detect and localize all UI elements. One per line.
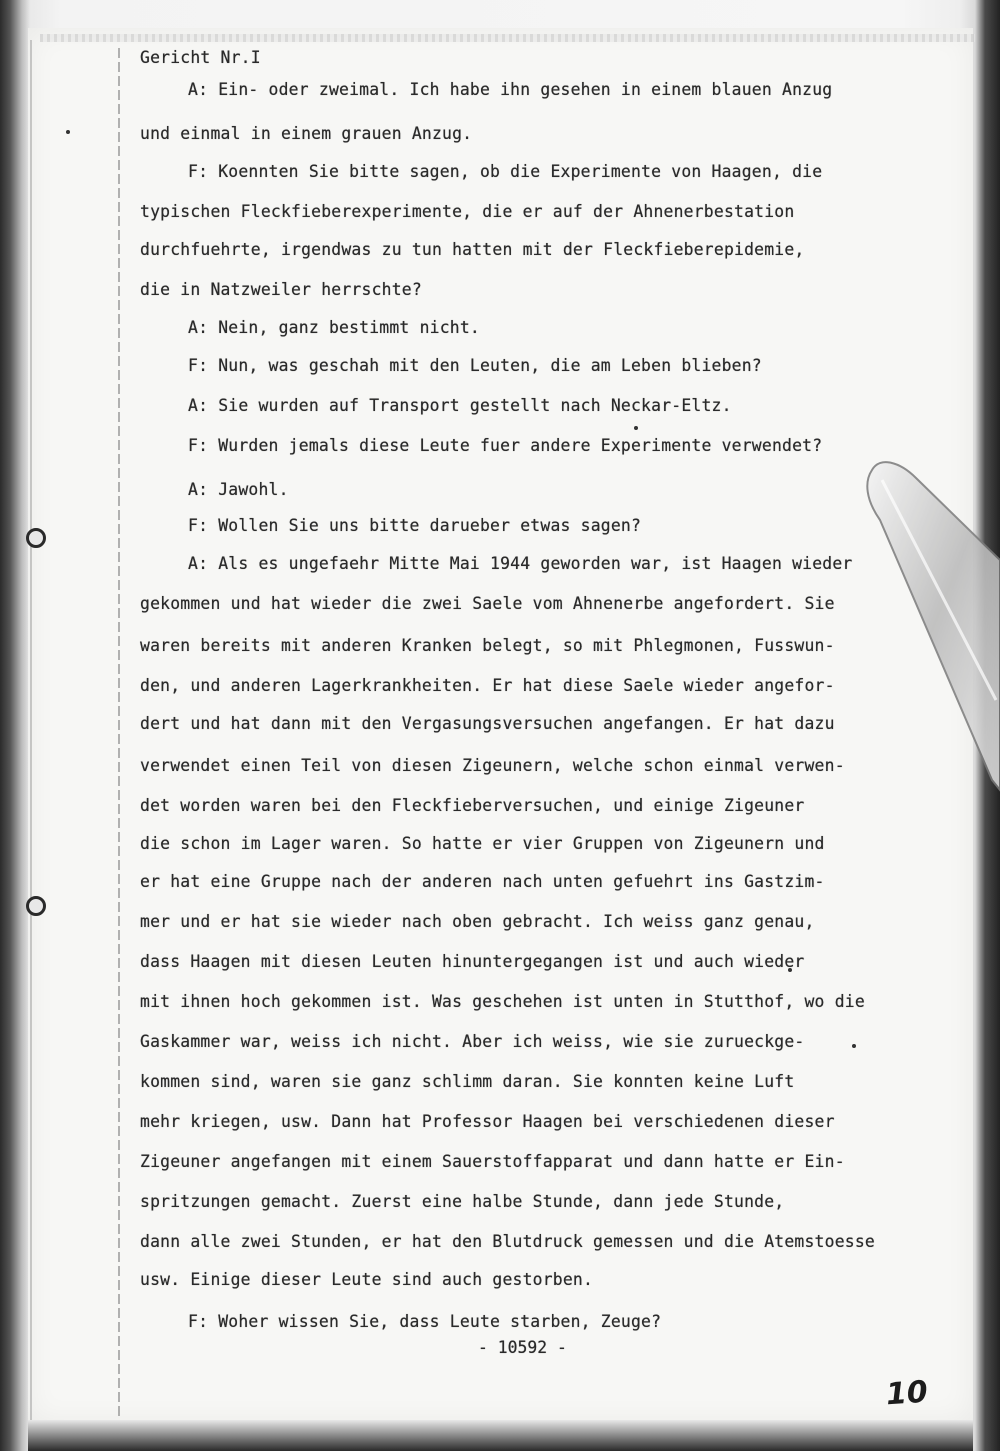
text-line: typischen Fleckfieberexperimente, die er auf der Ahnenerbestation (140, 202, 795, 221)
text-line: mer und er hat sie wieder nach oben gebracht. Ich weiss ganz genau, (140, 912, 815, 931)
margin-rule (118, 48, 120, 1428)
text-line: die in Natzweiler herrschte? (140, 280, 422, 299)
text-line: Gaskammer war, weiss ich nicht. Aber ich weiss, wie sie zurueckge- (140, 1032, 805, 1051)
text-line: A: Jawohl. (188, 480, 289, 499)
text-line: det worden waren bei den Fleckfieberversuchen, und einige Zigeuner (140, 796, 805, 815)
document-header: Gericht Nr.I (140, 48, 261, 67)
text-line: waren bereits mit anderen Kranken belegt, so mit Phlegmonen, Fusswun- (140, 636, 835, 655)
text-line: dann alle zwei Stunden, er hat den Blutdruck gemessen und die Atemstoesse (140, 1232, 875, 1251)
text-line: verwendet einen Teil von diesen Zigeunern, welche schon einmal verwen- (140, 756, 845, 775)
page-number: - 10592 - (478, 1338, 567, 1357)
text-line: dert und hat dann mit den Vergasungsversuchen angefangen. Er hat dazu (140, 714, 835, 733)
text-line: mehr kriegen, usw. Dann hat Professor Haagen bei verschiedenen dieser (140, 1112, 835, 1131)
punch-hole-top (26, 528, 46, 548)
bottom-edge (28, 1420, 973, 1451)
top-edge (40, 34, 975, 42)
text-line: die schon im Lager waren. So hatte er vier Gruppen von Zigeunern und (140, 834, 825, 853)
speck (634, 426, 638, 430)
handwritten-page-number: 10 (884, 1374, 929, 1413)
text-line: dass Haagen mit diesen Leuten hinuntergegangen ist und auch wieder (140, 952, 805, 971)
text-line: kommen sind, waren sie ganz schlimm daran. Sie konnten keine Luft (140, 1072, 795, 1091)
text-line: gekommen und hat wieder die zwei Saele vom Ahnenerbe angefordert. Sie (140, 594, 835, 613)
speck (66, 130, 70, 134)
text-line: A: Ein- oder zweimal. Ich habe ihn gesehen in einem blauen Anzug (188, 80, 833, 99)
binding-edge (30, 40, 32, 1440)
text-line: F: Wollen Sie uns bitte darueber etwas sagen? (188, 516, 642, 535)
text-line: F: Wurden jemals diese Leute fuer andere Experimente verwendet? (188, 436, 823, 455)
text-line: er hat eine Gruppe nach der anderen nach unten gefuehrt ins Gastzim- (140, 872, 825, 891)
text-line: den, und anderen Lagerkrankheiten. Er hat diese Saele wieder angefor- (140, 676, 835, 695)
text-line: A: Als es ungefaehr Mitte Mai 1944 geworden war, ist Haagen wieder (188, 554, 853, 573)
punch-hole-bottom (26, 896, 46, 916)
text-line: F: Koennten Sie bitte sagen, ob die Experimente von Haagen, die (188, 162, 823, 181)
text-line: Zigeuner angefangen mit einem Sauerstoffapparat und dann hatte er Ein- (140, 1152, 845, 1171)
text-line: F: Nun, was geschah mit den Leuten, die am Leben blieben? (188, 356, 762, 375)
text-line: A: Nein, ganz bestimmt nicht. (188, 318, 480, 337)
text-line: F: Woher wissen Sie, dass Leute starben, Zeuge? (188, 1312, 662, 1331)
text-line: und einmal in einem grauen Anzug. (140, 124, 473, 143)
text-line: spritzungen gemacht. Zuerst eine halbe Stunde, dann jede Stunde, (140, 1192, 785, 1211)
text-line: mit ihnen hoch gekommen ist. Was geschehen ist unten in Stutthof, wo die (140, 992, 865, 1011)
text-line: durchfuehrte, irgendwas zu tun hatten mit der Fleckfieberepidemie, (140, 240, 805, 259)
text-line: usw. Einige dieser Leute sind auch gestorben. (140, 1270, 594, 1289)
speck (852, 1044, 856, 1048)
text-line: A: Sie wurden auf Transport gestellt nach Neckar-Eltz. (188, 396, 732, 415)
